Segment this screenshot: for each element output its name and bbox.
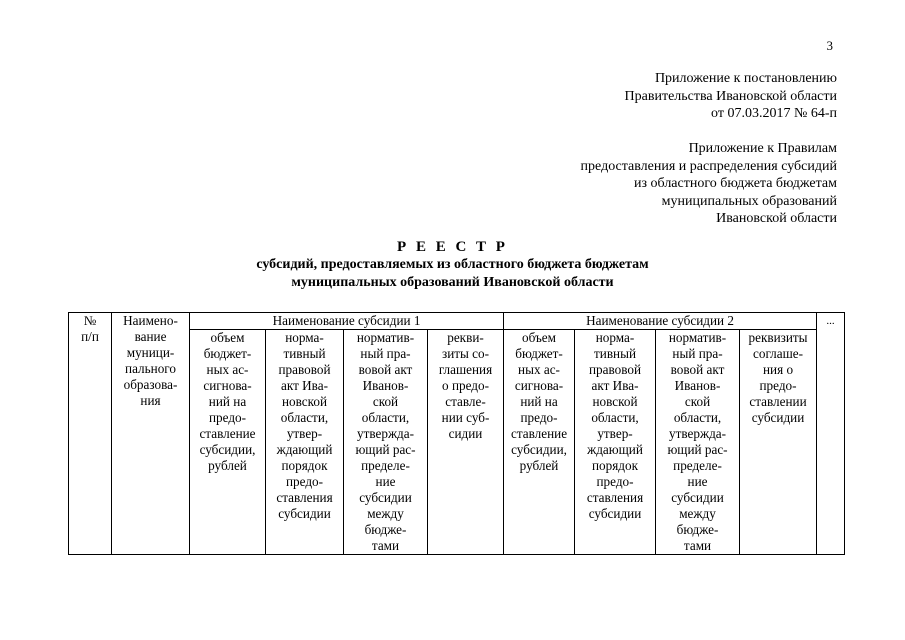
cell-text-line: ния о <box>762 362 794 377</box>
cell-text-line: ставление <box>510 426 568 441</box>
cell-text-line: субсидии <box>751 410 805 425</box>
cell-text-line: норма- <box>595 330 635 345</box>
cell-text-line: области, <box>361 410 410 425</box>
cell-text-line: субсидии <box>359 490 412 505</box>
cell-text-line: ской <box>684 394 711 409</box>
cell-text-line: ждающий <box>276 442 333 457</box>
cell-text-line: объем <box>522 330 557 345</box>
cell-text-line: субсидии <box>671 490 724 505</box>
cell-text-line: вовой акт <box>670 362 725 377</box>
cell-text-line: субсидии <box>588 506 642 521</box>
cell-text-line: ние <box>687 474 708 489</box>
cell-text-line: предо- <box>285 474 324 489</box>
cell-text-line: Иванов- <box>674 378 721 393</box>
cell-text-line: предо- <box>208 410 247 425</box>
cell-text-line: бюджет- <box>203 346 252 361</box>
municipality-column-header <box>112 313 190 555</box>
cell-text-line: тивный <box>594 346 637 361</box>
page-number: 3 <box>826 38 833 53</box>
cell-text-line: порядок <box>592 458 639 473</box>
cell-text-line: образова- <box>123 377 178 392</box>
cell-text-line: предо- <box>596 474 634 489</box>
cell-text-line: ных ас- <box>518 362 560 377</box>
appendix-to-resolution <box>625 70 837 123</box>
cell-text-line: Иванов- <box>362 378 409 393</box>
subsidy2-distribution-act-header <box>656 330 740 555</box>
cell-text-line: ставле- <box>445 394 486 409</box>
cell-text-line: тами <box>683 538 712 553</box>
cell-text-line: ставления <box>276 490 333 505</box>
cell-text-line: области, <box>280 410 329 425</box>
cell-text-line: ный пра- <box>360 346 411 361</box>
appendix1-line: от 07.03.2017 № 64-п <box>711 106 837 121</box>
cell-text-line: ставление <box>199 426 256 441</box>
more-columns-ellipsis: ... <box>817 313 845 555</box>
table-header-row <box>69 313 845 330</box>
cell-text-line: утвержда- <box>356 426 415 441</box>
cell-text-line: муници- <box>126 345 175 360</box>
cell-text-line: акт Ива- <box>281 378 328 393</box>
cell-text-line: ждающий <box>587 442 643 457</box>
cell-text-line: рублей <box>519 458 559 473</box>
cell-text-line: пределе- <box>673 458 722 473</box>
cell-text-line: ставлении <box>749 394 807 409</box>
cell-text-line: о предо- <box>442 378 489 393</box>
cell-text-line: норматив- <box>356 330 415 345</box>
appendix2-line: предоставления и распределения субсидий <box>580 158 837 174</box>
subsidy1-distribution-act-header <box>344 330 428 555</box>
cell-text-line: между <box>679 506 716 521</box>
cell-text-line: тами <box>371 538 400 553</box>
cell-text-line: норма- <box>285 330 324 345</box>
cell-text-line: рекви- <box>447 330 484 345</box>
appendix1-line: Правительства Ивановской области <box>624 88 837 104</box>
document-title-block <box>0 238 905 292</box>
cell-text-line: порядок <box>281 458 328 473</box>
document-subtitle-line: субсидий, предоставляемых из областного бюджета бюджетам <box>256 257 649 272</box>
appendix2-line: Ивановской области <box>716 211 837 226</box>
cell-text-line: сигнова- <box>514 378 564 393</box>
cell-text-line: ющий рас- <box>667 442 728 457</box>
cell-text-line: ний на <box>208 394 247 409</box>
appendix2-line: из областного бюджета бюджетам <box>634 176 837 191</box>
cell-text-line: ния <box>140 393 161 408</box>
cell-text-line: бюдже- <box>364 522 407 537</box>
cell-text-line: между <box>367 506 404 521</box>
cell-text-line: вание <box>134 329 167 344</box>
appendix-to-rules <box>581 140 837 228</box>
cell-text-line: сидии <box>448 426 483 441</box>
cell-text-line: правовой <box>589 362 642 377</box>
cell-text-line: ных ас- <box>206 362 249 377</box>
cell-text-line: утвер- <box>286 426 323 441</box>
cell-text-line: области, <box>591 410 639 425</box>
cell-text-line: зиты со- <box>441 346 490 361</box>
cell-text-line: области, <box>673 410 722 425</box>
cell-text-line: соглаше- <box>753 346 804 361</box>
cell-text-line: пределе- <box>361 458 410 473</box>
cell-text-line: тивный <box>283 346 326 361</box>
cell-text-line: № <box>83 313 97 328</box>
cell-text-line: ской <box>372 394 399 409</box>
cell-text-line: акт Ива- <box>591 378 639 393</box>
cell-text-line: бюдже- <box>676 522 719 537</box>
appendix2-line: Приложение к Правилам <box>688 141 837 156</box>
cell-text-line: реквизиты <box>748 330 808 345</box>
cell-text-line: норматив- <box>668 330 727 345</box>
cell-text-line: пального <box>125 361 176 376</box>
subsidy2-agreement-details-header <box>740 330 817 555</box>
number-column-header <box>69 313 112 555</box>
subsidy2-allocation-volume-header <box>504 330 575 555</box>
cell-text-line: вовой акт <box>358 362 413 377</box>
cell-text-line: п/п <box>81 329 99 344</box>
document-subtitle-line: муниципальных образований Ивановской области <box>291 275 614 290</box>
cell-text-line: предо- <box>520 410 558 425</box>
cell-text-line: субсидии, <box>199 442 256 457</box>
cell-text-line: ющий рас- <box>355 442 416 457</box>
subsidy2-header: Наименование субсидии 2 <box>504 313 817 330</box>
subsidy1-header: Наименование субсидии 1 <box>190 313 504 330</box>
cell-text-line: объем <box>210 330 245 345</box>
cell-text-line: нии суб- <box>441 410 490 425</box>
appendix1-line: Приложение к постановлению <box>654 71 837 86</box>
subsidy1-allocation-volume-header <box>190 330 266 555</box>
appendix2-line: муниципальных образований <box>661 193 837 209</box>
cell-text-line: субсидии <box>278 506 331 521</box>
cell-text-line: новской <box>281 394 328 409</box>
cell-text-line: бюджет- <box>515 346 563 361</box>
document-title: Р Е Е С Т Р <box>397 239 508 255</box>
cell-text-line: ставления <box>586 490 644 505</box>
cell-text-line: субсидии, <box>511 442 567 457</box>
subsidy1-approval-act-header <box>266 330 344 555</box>
cell-text-line: новской <box>592 394 638 409</box>
cell-text-line: Наимено- <box>123 313 178 328</box>
cell-text-line: ний на <box>520 394 558 409</box>
subsidy1-agreement-details-header <box>428 330 504 555</box>
cell-text-line: правовой <box>278 362 331 377</box>
registry-table <box>68 312 845 555</box>
cell-text-line: утвер- <box>597 426 633 441</box>
subsidy2-approval-act-header <box>575 330 656 555</box>
cell-text-line: утвержда- <box>669 426 727 441</box>
cell-text-line: ный пра- <box>672 346 723 361</box>
cell-text-line: ние <box>375 474 396 489</box>
cell-text-line: предо- <box>759 378 797 393</box>
cell-text-line: глашения <box>438 362 493 377</box>
cell-text-line: сигнова- <box>203 378 252 393</box>
cell-text-line: рублей <box>208 458 247 473</box>
